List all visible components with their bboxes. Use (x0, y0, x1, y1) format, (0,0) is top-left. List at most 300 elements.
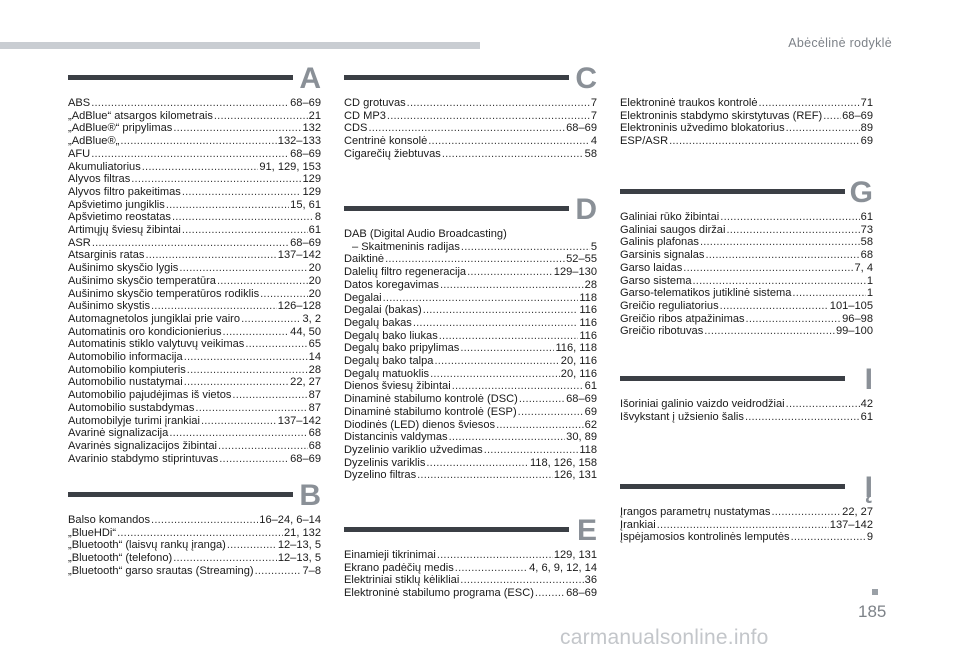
entry-pages: 68–69 (290, 97, 321, 109)
dot-leader (218, 440, 308, 453)
entry-pages: 4, 6, 9, 12, 14 (529, 561, 597, 574)
entry-pages: 62 (584, 418, 597, 431)
page-header-title: Abėcėlinė rodyklė (788, 36, 892, 50)
index-entry (620, 110, 873, 123)
entry-label: Garso-telematikos jutiklinė sistema (620, 287, 792, 300)
index-list (344, 549, 597, 600)
index-entry (68, 402, 321, 415)
entry-label: CDS (344, 122, 368, 135)
entry-pages: 126–128 (277, 300, 321, 313)
entry-pages: 129–130 (553, 266, 597, 279)
section-header (620, 362, 873, 398)
index-entry (620, 398, 873, 411)
section-header (620, 470, 873, 506)
index-entry (620, 211, 873, 224)
dot-leader (705, 249, 859, 262)
dot-leader (455, 562, 528, 575)
entry-pages: 9 (866, 531, 873, 544)
entry-pages: 116 (579, 316, 597, 329)
section-header (344, 61, 597, 97)
section-b (68, 478, 321, 578)
index-entry (344, 419, 597, 432)
section-letter: G (849, 176, 873, 209)
section-rule (620, 376, 845, 381)
dot-leader (720, 211, 859, 224)
index-entry (344, 241, 597, 254)
section-letter: D (575, 193, 597, 226)
entry-pages: 101–105 (829, 299, 873, 312)
dot-leader (120, 135, 276, 148)
dot-leader (169, 427, 307, 440)
entry-label: Elektroninis užvedimo blokatorius (620, 122, 785, 135)
dot-leader (786, 398, 860, 411)
page-number: 185 (858, 602, 887, 621)
entry-pages: 61 (860, 211, 873, 223)
index-entry (344, 266, 597, 279)
section-header (344, 513, 597, 549)
entry-pages: 58 (860, 236, 873, 249)
entry-label: „AdBlue®„ (68, 135, 120, 148)
section-rule (620, 189, 845, 194)
dot-leader (791, 531, 866, 544)
index-entry (68, 539, 321, 552)
entry-label: Garso laidas (620, 261, 683, 274)
index-entry (620, 262, 873, 275)
entry-pages: 20 (308, 262, 321, 275)
entry-pages: 68–69 (290, 236, 321, 249)
entry-label: Atsarginis ratas (68, 249, 145, 262)
index-entry (344, 574, 597, 587)
footer-marker (872, 589, 878, 595)
index-entry (68, 110, 321, 123)
entry-pages: 68–69 (290, 147, 321, 160)
entry-pages: 91, 129, 153 (259, 160, 321, 173)
index-entry (620, 506, 873, 519)
entry-pages: 7–8 (302, 564, 321, 577)
index-list (620, 398, 873, 423)
dot-leader (227, 539, 277, 552)
entry-label: Daiktinė (344, 253, 385, 266)
dot-leader (219, 453, 289, 466)
index-entry (344, 355, 597, 368)
entry-label: Balso komandos (68, 514, 151, 526)
entry-label: Aušinimo skysčio temperatūros rodiklis (68, 287, 260, 300)
entry-pages: 126, 131 (553, 469, 597, 482)
entry-pages: 12–13, 5 (277, 539, 321, 552)
dot-leader (786, 122, 860, 135)
index-list (620, 506, 873, 544)
entry-pages: 7 (590, 109, 597, 122)
entry-pages: 87 (308, 401, 321, 414)
index-entry (344, 122, 597, 135)
dot-leader (173, 552, 277, 565)
dot-leader (368, 122, 565, 135)
index-entry (620, 313, 873, 326)
entry-label: Aušinimo skystis (68, 300, 150, 313)
dot-leader (426, 457, 529, 470)
index-entry (344, 135, 597, 148)
index-entry (344, 549, 597, 562)
index-entry (620, 224, 873, 237)
entry-label: Elektroninė traukos kontrolė (620, 97, 758, 109)
index-entry (68, 186, 321, 199)
entry-pages: 68–69 (290, 452, 321, 465)
dot-leader (241, 313, 301, 326)
entry-label: Degalų bako talpa (344, 355, 434, 368)
entry-label: „BlueHDi“ (68, 526, 117, 539)
dot-leader (151, 514, 258, 527)
entry-pages: 7, 4 (854, 261, 873, 274)
entry-pages: 44, 50 (290, 325, 321, 338)
entry-pages: 137–142 (277, 249, 321, 262)
index-entry (344, 342, 597, 355)
entry-pages: 42 (860, 398, 873, 410)
entry-pages: 116 (579, 304, 597, 317)
dot-leader (184, 376, 289, 389)
entry-label: Dalelių filtro regeneracija (344, 266, 467, 279)
section-rule (620, 484, 845, 489)
entry-pages: 129 (302, 173, 321, 186)
entry-pages: 118, 126, 158 (529, 456, 597, 469)
entry-label: Garso sistema (620, 274, 692, 287)
section-e-continued (620, 97, 873, 148)
index-entry (344, 380, 597, 393)
section-letter: I (864, 363, 873, 396)
entry-label: Alyvos filtro pakeitimas (68, 185, 181, 198)
entry-label: Greičio ribotuvas (620, 325, 704, 338)
entry-label: Aušinimo skysčio temperatūra (68, 274, 216, 287)
index-entry (344, 253, 597, 266)
entry-label: Dienos šviesų žibintai (344, 380, 451, 393)
entry-pages: 28 (308, 363, 321, 376)
entry-pages: 116, 118 (555, 342, 597, 355)
index-entry (68, 161, 321, 174)
entry-label: Datos koregavimas (344, 278, 439, 291)
entry-label: Įrangos parametrų nustatymas (620, 506, 771, 518)
dot-leader (442, 148, 584, 161)
entry-pages: 22, 27 (842, 506, 873, 518)
dot-leader (461, 241, 590, 254)
dot-leader (823, 110, 841, 123)
entry-pages: 68–69 (566, 587, 597, 600)
entry-label: Įspėjamosios kontrolinės lemputės (620, 531, 790, 544)
section-letter: E (576, 514, 597, 547)
index-entry (68, 224, 321, 237)
entry-pages: 116 (579, 329, 597, 342)
index-entry (68, 148, 321, 161)
section-rule (68, 75, 293, 80)
dot-leader (201, 415, 277, 428)
entry-pages: 69 (860, 135, 873, 148)
index-entry (68, 211, 321, 224)
section-rule (344, 527, 569, 532)
entry-label: Elektroninis stabdymo skirstytuvas (REF) (620, 109, 823, 122)
index-entry (620, 122, 873, 135)
dot-leader (407, 97, 590, 110)
entry-label: AFU (68, 147, 91, 160)
dot-leader (387, 110, 590, 123)
index-entry (344, 110, 597, 123)
entry-label: ABS (68, 97, 91, 109)
index-list (344, 228, 597, 482)
entry-pages: 96–98 (842, 312, 873, 325)
entry-label: Dyzelino filtras (344, 469, 417, 482)
entry-label: Dinaminė stabilumo kontrolė (ESP) (344, 405, 517, 418)
entry-label: Automagnetolos jungiklai prie vairo (68, 312, 241, 325)
entry-label: Išvykstant į užsienio šalis (620, 410, 744, 423)
dot-leader (720, 300, 829, 313)
entry-pages: 8 (314, 211, 321, 224)
entry-label: DAB (Digital Audio Broadcasting) (344, 228, 507, 240)
dot-leader (214, 110, 308, 123)
dot-leader (460, 342, 554, 355)
section-i (620, 362, 873, 423)
entry-pages: 129 (302, 185, 321, 198)
index-entry (68, 300, 321, 313)
section-header (620, 175, 873, 211)
index-entry (344, 279, 597, 292)
entry-label: Greičio reguliatorius (620, 299, 719, 312)
entry-label: „Bluetooth“ garso srautas (Streaming) (68, 564, 254, 577)
section-d (344, 192, 597, 482)
entry-pages: 14 (308, 351, 321, 364)
index-entry (344, 457, 597, 470)
entry-pages: 20, 116 (560, 367, 597, 380)
index-entry (620, 300, 873, 313)
entry-label: Avarinės signalizacijos žibintai (68, 439, 218, 452)
section-letter: Į (864, 471, 873, 504)
entry-pages: 68–69 (566, 122, 597, 135)
index-entry (68, 135, 321, 148)
entry-pages: 52–55 (566, 253, 597, 266)
entry-label: Automobilio nustatymai (68, 376, 183, 389)
entry-pages: 65 (308, 338, 321, 351)
index-entry (344, 228, 597, 241)
watermark: carmanualsonline.info (560, 626, 769, 649)
index-entry (344, 444, 597, 457)
index-list (68, 514, 321, 578)
dot-leader (232, 389, 307, 402)
section-letter: A (299, 62, 321, 95)
entry-label: Dyzelinio variklio užvedimas (344, 443, 483, 456)
index-entry (68, 199, 321, 212)
entry-label: Automobilio kompiuteris (68, 363, 186, 376)
entry-label: Automobilio sustabdymas (68, 401, 195, 414)
dot-leader (726, 224, 859, 237)
entry-label: Dyzelinis variklis (344, 456, 426, 469)
section-rule (344, 206, 569, 211)
dot-leader (413, 317, 578, 330)
entry-pages: 129, 131 (553, 549, 597, 561)
section-header (68, 61, 321, 97)
entry-pages: 69 (584, 405, 597, 418)
entry-pages: 21 (308, 109, 321, 122)
entry-pages: 20 (308, 274, 321, 287)
entry-pages: 68–69 (566, 393, 597, 406)
entry-label: Automobilyje turimi įrankiai (68, 414, 200, 427)
entry-pages: 89 (860, 122, 873, 135)
index-entry (68, 453, 321, 466)
dot-leader (437, 549, 553, 562)
index-entry (620, 531, 873, 544)
index-entry (68, 376, 321, 389)
index-entry (68, 173, 321, 186)
entry-pages: 99–100 (835, 325, 873, 338)
entry-pages: 28 (584, 278, 597, 291)
index-entry (68, 527, 321, 540)
entry-label: CD MP3 (344, 109, 386, 122)
entry-pages: 61 (584, 380, 597, 393)
entry-label: Galiniai saugos diržai (620, 223, 726, 236)
entry-label: Degalų bako liukas (344, 329, 438, 342)
dot-leader (145, 249, 276, 262)
entry-label: Išoriniai galinio vaizdo veidrodžiai (620, 398, 785, 410)
index-entry (68, 427, 321, 440)
entry-pages: 71 (860, 97, 873, 109)
entry-label: Degalų matuoklis (344, 367, 430, 380)
index-entry (344, 587, 597, 600)
dot-leader (151, 300, 277, 313)
entry-label: Greičio ribos atpažinimas (620, 312, 745, 325)
entry-pages: 20 (308, 287, 321, 300)
dot-leader (759, 97, 860, 110)
dot-leader (184, 351, 308, 364)
entry-pages: 58 (584, 147, 597, 160)
dot-leader (423, 304, 579, 317)
index-entry (620, 519, 873, 532)
index-entry (68, 122, 321, 135)
entry-pages: 61 (308, 224, 321, 237)
dot-leader (245, 338, 307, 351)
entry-pages: 7 (590, 97, 597, 109)
entry-pages: 16–24, 6–14 (259, 514, 321, 526)
dot-leader (669, 135, 860, 148)
section-c (344, 61, 597, 161)
dot-leader (182, 224, 308, 237)
entry-pages: 12–13, 5 (277, 552, 321, 565)
index-entry (620, 287, 873, 300)
entry-label: „Bluetooth“ (telefono) (68, 552, 173, 565)
dot-leader (260, 288, 308, 301)
index-entry (68, 514, 321, 527)
entry-label: Automobilio informacija (68, 351, 183, 364)
section-e (344, 513, 597, 600)
index-list (620, 211, 873, 338)
index-list (620, 97, 873, 148)
dot-leader (683, 262, 853, 275)
entry-label: Diodinės (LED) dienos šviesos (344, 418, 496, 431)
index-entry (68, 97, 321, 110)
entry-pages: 68–69 (842, 109, 873, 122)
index-entry (68, 275, 321, 288)
index-entry (68, 249, 321, 262)
entry-label: Degalai (bakas) (344, 304, 422, 317)
index-entry (68, 262, 321, 275)
entry-label: Dinaminė stabilumo kontrolė (DSC) (344, 393, 518, 406)
dot-leader (182, 186, 302, 199)
index-entry (620, 236, 873, 249)
index-entry (344, 393, 597, 406)
index-entry (344, 304, 597, 317)
dot-leader (535, 587, 565, 600)
dot-leader (657, 519, 829, 532)
dot-leader (449, 431, 566, 444)
entry-label: Degalai (344, 291, 382, 304)
dot-leader (166, 199, 289, 212)
index-entry (68, 313, 321, 326)
dot-leader (172, 211, 314, 224)
entry-label: Automatinis stiklo valytuvų veikimas (68, 338, 245, 351)
entry-label: CD grotuvas (344, 97, 406, 109)
entry-pages: 4 (590, 135, 597, 148)
dot-leader (92, 237, 289, 250)
index-entry (344, 317, 597, 330)
dot-leader (792, 287, 865, 300)
section-letter: C (575, 62, 597, 95)
entry-pages: 132 (302, 122, 321, 135)
entry-pages: 22, 27 (290, 376, 321, 389)
entry-label: Avarinio stabdymo stiprintuvas (68, 452, 219, 465)
index-entry (344, 330, 597, 343)
dot-leader (428, 135, 590, 148)
entry-label: Einamieji tikrinimai (344, 549, 436, 561)
entry-label: Centrinė konsolė (344, 135, 428, 148)
index-entry (68, 415, 321, 428)
entry-pages: 137–142 (277, 414, 321, 427)
index-entry (620, 325, 873, 338)
dot-leader (440, 279, 584, 292)
entry-label: Elektriniai stiklų kėlikliai (344, 574, 460, 587)
entry-label: Galinis plafonas (620, 236, 699, 249)
entry-label: Elektroninė stabilumo programa (ESC) (344, 587, 534, 600)
entry-label: ESP/ASR (620, 135, 669, 148)
index-entry (68, 389, 321, 402)
index-entry (344, 562, 597, 575)
entry-label: Galiniai rūko žibintai (620, 211, 720, 223)
index-entry (620, 135, 873, 148)
section-i-ogonek (620, 470, 873, 544)
index-list (344, 97, 597, 161)
dot-leader (117, 527, 283, 540)
index-entry (68, 552, 321, 565)
entry-pages: 30, 89 (566, 431, 597, 444)
entry-label: Distancinis valdymas (344, 431, 448, 444)
entry-pages: 36 (584, 574, 597, 587)
index-entry (68, 364, 321, 377)
dot-leader (131, 173, 301, 186)
entry-pages: 68 (308, 439, 321, 452)
dot-leader (745, 411, 860, 424)
entry-label: Avarinė signalizacija (68, 427, 169, 440)
dot-leader (704, 325, 835, 338)
dot-leader (430, 368, 560, 381)
index-entry (620, 97, 873, 110)
dot-leader (187, 364, 308, 377)
entry-label: Aušinimo skysčio lygis (68, 262, 179, 275)
entry-label: Degalų bakas (344, 316, 412, 329)
entry-label: „AdBlue®“ pripylimas (68, 122, 173, 135)
entry-pages: 61 (860, 410, 873, 423)
entry-label: Alyvos filtras (68, 173, 131, 186)
dot-leader (179, 262, 307, 275)
section-rule (344, 75, 569, 80)
dot-leader (434, 355, 559, 368)
dot-leader (771, 506, 841, 519)
index-entry (68, 440, 321, 453)
index-entry (68, 326, 321, 339)
entry-pages: 87 (308, 389, 321, 402)
entry-label: Garsinis signalas (620, 249, 705, 262)
